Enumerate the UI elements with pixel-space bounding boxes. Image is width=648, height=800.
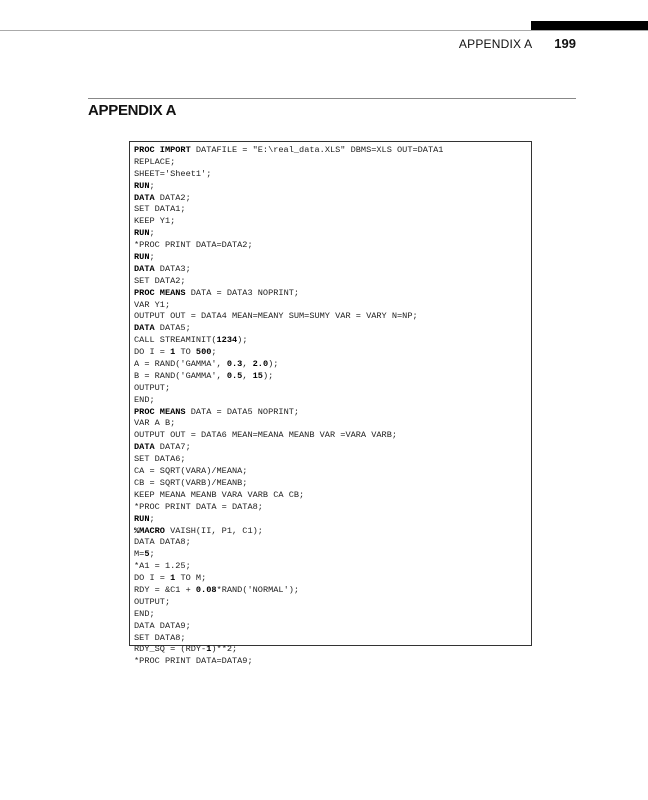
code-text: DO I =	[134, 347, 171, 358]
code-text: );	[268, 359, 279, 370]
code-line	[134, 609, 531, 621]
code-line	[134, 204, 531, 216]
code-text: OUTPUT OUT = DATA4 MEAN=MEANY SUM=SUMY VAR = VARY N=NP;	[134, 311, 418, 322]
code-text: M=	[134, 549, 145, 560]
code-line	[134, 549, 531, 561]
code-text: RDY_SQ = (RDY-	[134, 644, 207, 655]
code-line	[134, 157, 531, 169]
code-line	[134, 407, 531, 419]
code-keyword: 15	[252, 370, 263, 381]
code-text: )**2;	[211, 644, 238, 655]
code-text: ;	[149, 252, 155, 263]
code-text: ;	[149, 228, 155, 239]
code-keyword: RUN	[134, 513, 150, 524]
code-text: DATA DATA9;	[134, 620, 191, 631]
code-keyword: DATA	[134, 192, 155, 203]
code-text: SET DATA8;	[134, 632, 186, 643]
code-text: OUTPUT OUT = DATA6 MEAN=MEANA MEANB VAR =VARA VARB;	[134, 430, 398, 441]
code-text: CA = SQRT(VARA)/MEANA;	[134, 466, 248, 477]
code-line	[134, 454, 531, 466]
code-text: DATA DATA8;	[134, 537, 191, 548]
code-line	[134, 561, 531, 573]
code-line	[134, 359, 531, 371]
code-text: *RAND('NORMAL');	[216, 584, 300, 595]
code-text: KEEP Y1;	[134, 216, 176, 227]
code-line	[134, 335, 531, 347]
code-line	[134, 621, 531, 633]
code-keyword: 500	[195, 347, 212, 358]
code-keyword: 0.5	[226, 370, 243, 381]
code-text: );	[237, 335, 248, 346]
code-keyword: PROC MEANS	[134, 406, 186, 417]
code-text: );	[262, 370, 274, 381]
code-line	[134, 264, 531, 276]
code-keyword: 5	[144, 549, 150, 560]
code-text: DATA7;	[154, 442, 191, 453]
code-text: ;	[149, 513, 155, 524]
code-text: RDY = &C1 +	[134, 584, 196, 595]
code-text: CALL STREAMINIT(	[134, 335, 217, 346]
code-line	[134, 490, 531, 502]
header-rule	[0, 30, 648, 31]
code-line	[134, 478, 531, 490]
code-text: DATA3;	[154, 263, 191, 274]
code-text: REPLACE;	[134, 156, 176, 167]
code-keyword: RUN	[134, 252, 150, 263]
code-text: SET DATA6;	[134, 454, 186, 465]
code-text: TO	[175, 347, 196, 358]
code-line	[134, 347, 531, 359]
code-text: DATA = DATA5 NOPRINT;	[185, 406, 300, 417]
code-text: *PROC PRINT DATA=DATA9;	[134, 656, 253, 667]
code-keyword: 1	[206, 644, 212, 655]
code-keyword: RUN	[134, 180, 150, 191]
code-line	[134, 193, 531, 205]
code-text: VAR A B;	[134, 418, 176, 429]
code-keyword: 0.3	[226, 359, 243, 370]
code-text: ;	[149, 180, 155, 191]
code-text: *A1 = 1.25;	[134, 561, 191, 572]
running-title: APPENDIX A	[458, 37, 533, 51]
code-text: ;	[149, 549, 155, 560]
code-keyword: RUN	[134, 228, 150, 239]
code-line	[134, 323, 531, 335]
code-line	[134, 216, 531, 228]
code-text: END;	[134, 394, 155, 405]
code-keyword: 2.0	[252, 359, 269, 370]
code-text: B = RAND('GAMMA',	[134, 370, 227, 381]
code-line	[134, 526, 531, 538]
page-number: 199	[554, 36, 576, 51]
code-line	[134, 656, 531, 668]
code-text: SHEET='Sheet1';	[134, 168, 212, 179]
code-line	[134, 442, 531, 454]
code-line	[134, 311, 531, 323]
code-text: ;	[211, 347, 217, 358]
section-divider	[88, 98, 576, 99]
code-text: VAISH(II, P1, C1);	[164, 525, 263, 536]
code-line	[134, 573, 531, 585]
code-text: ,	[242, 370, 253, 381]
code-listing	[129, 141, 532, 667]
code-text: VAR Y1;	[134, 299, 171, 310]
code-text: KEEP MEANA MEANB VARA VARB CA CB;	[134, 489, 305, 500]
header-accent-bar	[531, 21, 648, 30]
code-line	[134, 371, 531, 383]
code-text: SET DATA1;	[134, 204, 186, 215]
code-line	[134, 502, 531, 514]
code-text: SET DATA2;	[134, 275, 186, 286]
code-line	[134, 276, 531, 288]
code-line	[134, 466, 531, 478]
running-header	[459, 36, 576, 51]
code-line	[134, 240, 531, 252]
code-line	[134, 537, 531, 549]
code-keyword: 1	[170, 347, 176, 358]
code-line	[134, 418, 531, 430]
code-text: END;	[134, 608, 155, 619]
code-text: CB = SQRT(VARB)/MEANB;	[134, 477, 248, 488]
code-line	[134, 395, 531, 407]
section-title: APPENDIX A	[88, 102, 177, 119]
code-line	[134, 300, 531, 312]
code-line	[134, 181, 531, 193]
code-line	[134, 228, 531, 240]
code-text: *PROC PRINT DATA = DATA8;	[134, 501, 263, 512]
code-keyword: PROC MEANS	[134, 287, 186, 298]
code-line	[134, 383, 531, 395]
code-text: *PROC PRINT DATA=DATA2;	[134, 240, 253, 251]
code-keyword: 1234	[216, 335, 238, 346]
code-line	[134, 585, 531, 597]
code-text: OUTPUT;	[134, 382, 171, 393]
code-text: DATA = DATA3 NOPRINT;	[185, 287, 300, 298]
code-keyword: DATA	[134, 263, 155, 274]
code-line	[134, 597, 531, 609]
code-text: TO M;	[175, 573, 207, 584]
code-line	[134, 514, 531, 526]
code-keyword: DATA	[134, 323, 155, 334]
code-keyword: 0.08	[195, 584, 217, 595]
code-text: DATAFILE = "E:\real_data.XLS" DBMS=XLS OUT=DATA1	[190, 145, 444, 155]
code-line	[134, 430, 531, 442]
code-line	[134, 169, 531, 181]
code-text: DATA2;	[154, 192, 191, 203]
code-line	[134, 644, 531, 656]
code-text: ,	[242, 359, 253, 370]
code-line	[134, 252, 531, 264]
code-keyword: DATA	[134, 442, 155, 453]
code-line	[134, 633, 531, 645]
code-line	[134, 145, 531, 157]
code-keyword: %MACRO	[134, 525, 165, 536]
code-text: DATA5;	[154, 323, 191, 334]
code-text: DO I =	[134, 573, 171, 584]
code-keyword: PROC IMPORT	[134, 145, 191, 155]
code-keyword: 1	[170, 573, 176, 584]
code-line	[134, 288, 531, 300]
code-text: OUTPUT;	[134, 596, 171, 607]
code-text: A = RAND('GAMMA',	[134, 359, 227, 370]
